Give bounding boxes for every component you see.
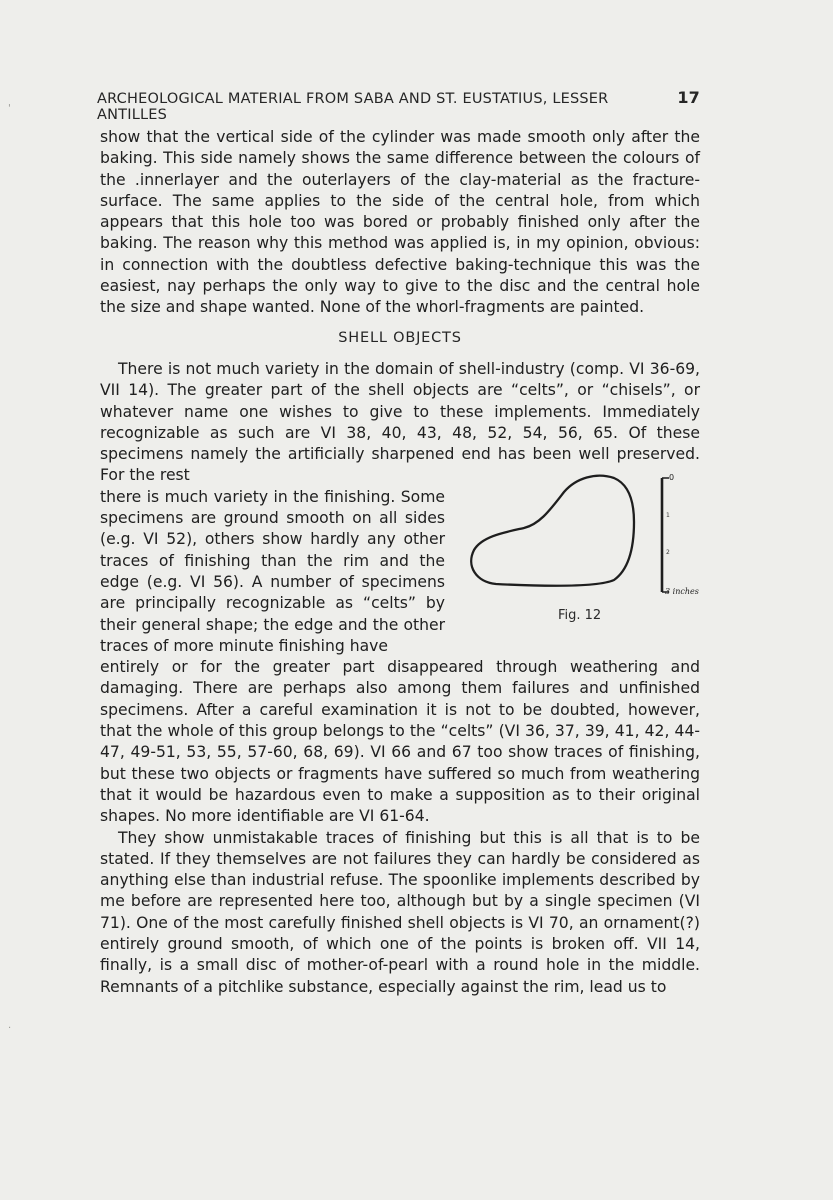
shell-paragraph-wrapped: there is much variety in the finishing. Some specimens are ground smooth on all sides (e.g. VI 52), others show hardly any other traces of finishing than the rim and the edge (e.g. VI 56). A number of specimens are principally recognizable as “celts” by their general shape; the edge and the other traces of more minute finishing have xyxy=(100,487,445,655)
scale-label-3: 3 inches xyxy=(665,587,699,596)
opening-paragraph-block xyxy=(100,127,700,319)
scale-label-1: 1 xyxy=(666,512,670,519)
section-heading: SHELL OBJECTS xyxy=(338,330,462,346)
closing-paragraph: They show unmistakable traces of finishing but this is all that is to be stated. If they themselves are not failures they can hardly be considered as anything else than industrial refuse. The spoonlike implements described by me before are represented here too, although but by a single specimen (VI 71). One of the most carefully finished shell objects is VI 70, an ornament(?) entirely ground smooth, of which one of the points is broken off. VII 14, finally, is a small disc of mother-of-pearl with a round hole in the middle. Remnants of a pitchlike substance, especially against the rim, lead us to xyxy=(100,828,700,996)
figure-12 xyxy=(466,470,710,628)
shell-paragraph-after-figure: entirely or for the greater part disappeared through weathering and damaging. There are perhaps also among them failures and unfinished specimens. After a careful examination it is not to be doubted, however, that the whole of this group belongs to the “celts” (VI 36, 37, 39, 41, 42, 44-47, 49-51, 53, 55, 57-60, 68, 69). VI 66 and 67 too show traces of finishing, but these two objects or fragments have suffered so much from weathering that it would be hazardous even to make a supposition as to their original shapes. No more identifiable are VI 61-64. xyxy=(100,658,700,826)
figure-caption: Fig. 12 xyxy=(558,608,602,623)
page-number: 17 xyxy=(677,88,700,107)
shell-outline-drawing xyxy=(466,470,710,610)
margin-speck: . xyxy=(8,1020,12,1031)
running-head xyxy=(97,88,700,123)
shell-paragraph-full-width: There is not much variety in the domain of shell-industry (comp. VI 36-69, VII 14). The greater part of the shell objects are “celts”, or “chisels”, or whatever name one wishes to give to these implements. Immediately recognizable as such are VI 38, 40, 43, 48, 52, 54, 56, 65. Of these specimens namely the artificially sharpened end has been well preserved. For the rest xyxy=(100,360,700,485)
scale-label-2: 2 xyxy=(666,549,670,556)
margin-speck: ' xyxy=(8,103,11,114)
running-head-title: ARCHEOLOGICAL MATERIAL FROM SABA AND ST. EUSTATIUS, LESSER ANTILLES xyxy=(97,91,609,123)
shell-section-block xyxy=(100,359,700,998)
opening-paragraph: show that the vertical side of the cylinder was made smooth only after the baking. This side namely shows the same difference between the colours of the .innerlayer and the outerlayers of the clay-material as the fracture-surface. The same applies to the side of the central hole, from which appears that this hole too was bored or probably finished only after the baking. The reason why this method was applied is, in my opinion, obvious: in connection with the doubtless defective baking-technique this was the easiest, nay perhaps the only way to give to the disc and the central hole the size and shape wanted. None of the whorl-fragments are painted. xyxy=(100,128,700,317)
shell-object-outline xyxy=(471,476,634,586)
scale-label-0: 0 xyxy=(669,473,675,482)
